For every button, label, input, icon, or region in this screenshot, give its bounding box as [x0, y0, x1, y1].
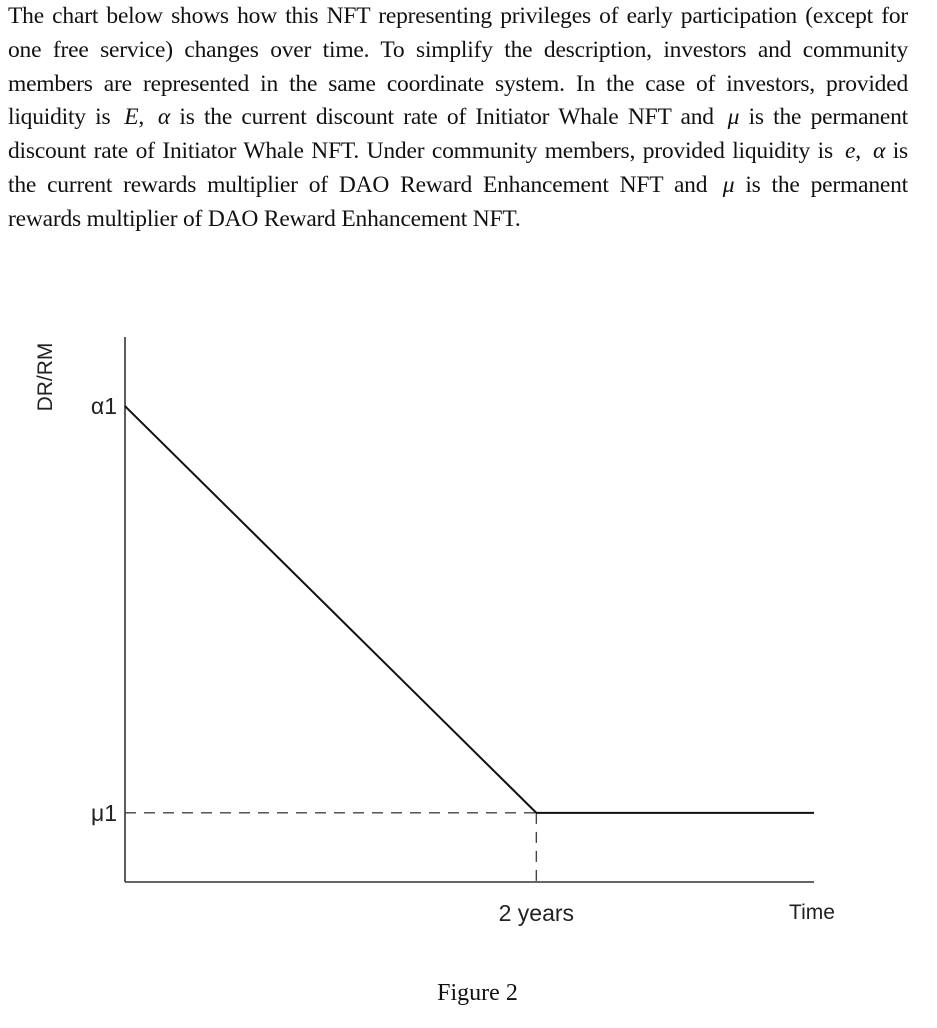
description-paragraph — [8, 0, 908, 237]
y-axis-label: DR/RM — [34, 342, 57, 412]
x-axis-label: Time — [789, 901, 835, 924]
figure-caption-text: Figure 2 — [437, 980, 518, 1006]
x-tick-label: 2 years — [498, 900, 575, 926]
figure-caption — [0, 980, 937, 1007]
paragraph-text: is the permanent discount rate of Initiator Whale NFT. Under community members, provided liquidity is — [8, 104, 908, 165]
chart-axes — [125, 337, 814, 882]
math-symbol: μ — [723, 104, 740, 131]
chart-series — [125, 406, 814, 813]
math-symbol: α — [868, 138, 886, 165]
chart-guides — [125, 813, 536, 882]
math-symbol: E — [119, 104, 139, 131]
paragraph-text: is the current rewards multiplier of DAO Reward Enhancement NFT and — [8, 138, 908, 198]
y-tick-label: α1 — [90, 393, 117, 420]
math-symbol: μ — [718, 171, 735, 198]
y-tick-label: μ1 — [90, 799, 117, 826]
chart-labels — [34, 343, 835, 926]
paragraph-text: is the current discount rate of Initiator Whale NFT and — [170, 104, 724, 131]
math-symbol: α — [153, 104, 171, 131]
math-symbol: e — [840, 138, 856, 165]
paragraph-text: The chart below shows how this NFT representing privileges of early participation (except for one free service) changes over time. To simplify the description, investors and community members are represented in the same coordinate system. In the case of investors, provided liquidity is — [8, 3, 908, 131]
paragraph-text: , — [855, 138, 869, 165]
series-line — [125, 406, 814, 813]
chart — [0, 300, 937, 960]
paragraph-text: is the permanent rewards multiplier of DAO Reward Enhancement NFT. — [8, 171, 908, 232]
paragraph-text: , — [138, 104, 154, 131]
